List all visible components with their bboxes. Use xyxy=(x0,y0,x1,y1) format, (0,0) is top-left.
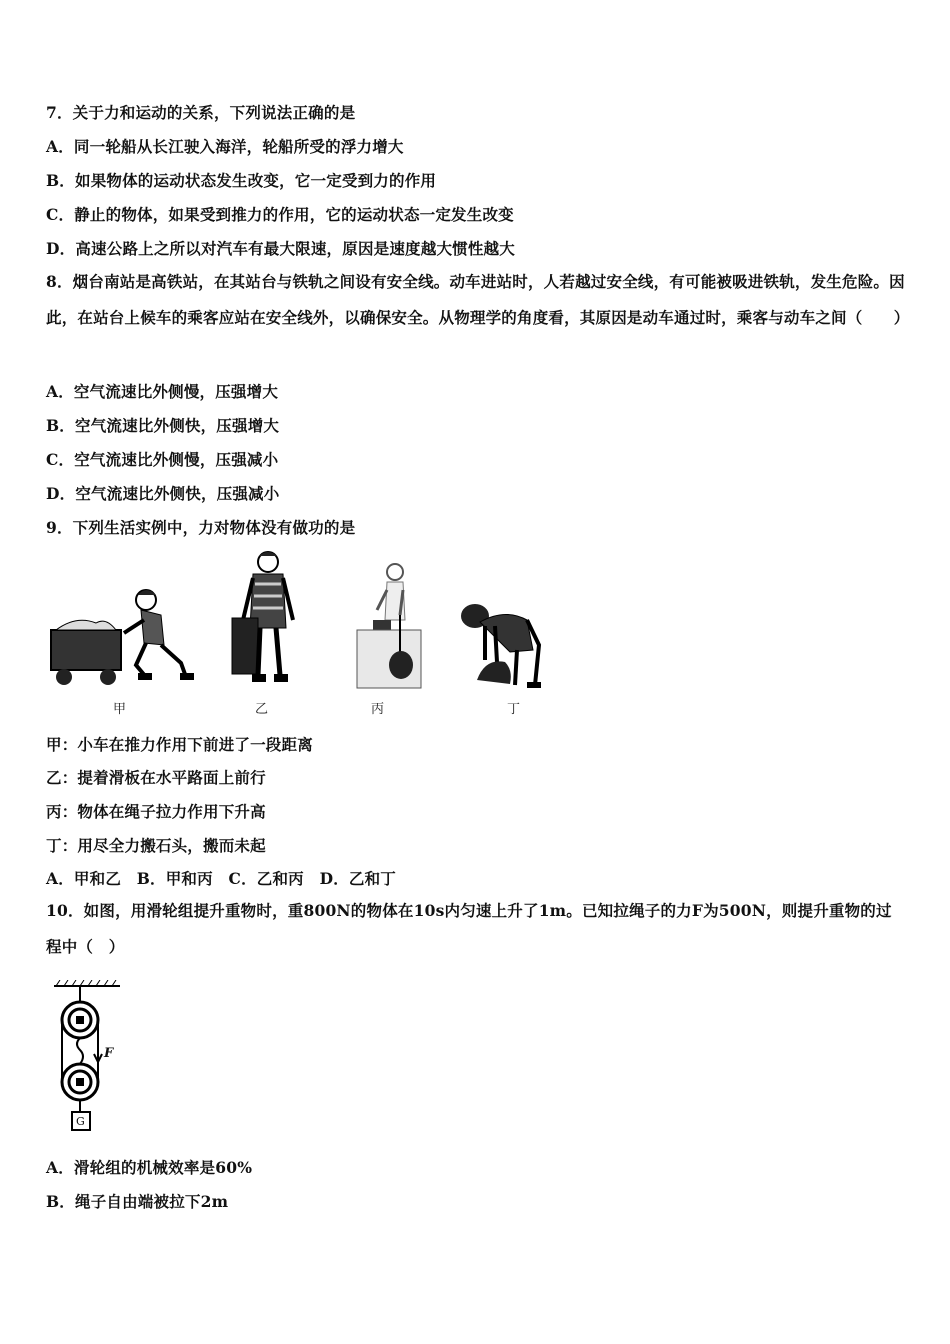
q7-option-a: A．同一轮船从长江驶入海洋，轮船所受的浮力增大 xyxy=(46,137,404,156)
weight-label: G xyxy=(76,1115,85,1128)
q8-option-b: B．空气流速比外侧快，压强增大 xyxy=(46,416,280,435)
figure-push-cart xyxy=(46,585,196,690)
q7-option-c: C．静止的物体，如果受到推力的作用，它的运动状态一定发生改变 xyxy=(46,205,514,224)
q9-item-jia: 甲：小车在推力作用下前进了一段距离 xyxy=(46,735,313,754)
caption-yi: 乙 xyxy=(255,702,269,717)
q8-option-a: A．空气流速比外侧慢，压强增大 xyxy=(46,382,279,401)
force-label: F xyxy=(104,1046,114,1061)
figure-lift-stone xyxy=(455,600,547,690)
q10-option-b: B．绳子自由端被拉下2m xyxy=(46,1192,229,1211)
pulley-diagram xyxy=(50,980,130,1135)
q9-item-bing: 丙：物体在绳子拉力作用下升高 xyxy=(46,802,266,821)
q9-item-yi: 乙：提着滑板在水平路面上前行 xyxy=(46,768,266,787)
q8-option-d: D．空气流速比外侧快，压强减小 xyxy=(46,484,280,503)
q7-option-d: D．高速公路上之所以对汽车有最大限速，原因是速度越大惯性越大 xyxy=(46,239,515,258)
q9-item-ding: 丁：用尽全力搬石头，搬而未起 xyxy=(46,836,266,855)
q9-stem: 9．下列生活实例中，力对物体没有做功的是 xyxy=(46,518,356,537)
figure-carry-board xyxy=(228,550,303,690)
figure-rope-lift xyxy=(355,560,425,690)
q9-options: A．甲和乙 B．甲和丙 C．乙和丙 D．乙和丁 xyxy=(46,869,397,888)
q10-stem: 10．如图，用滑轮组提升重物时，重800N的物体在10s内匀速上升了1m。已知拉绳子的力F为500N，则提升重物的过程中（ ） xyxy=(46,901,892,956)
q8-option-c: C．空气流速比外侧慢，压强减小 xyxy=(46,450,279,469)
q8-stem: 8．烟台南站是高铁站，在其站台与铁轨之间设有安全线。动车进站时，人若越过安全线，有可能被吸进铁轨，发生危险。因此，在站台上候车的乘客应站在安全线外，以确保安全。从物理学的角度看，其原因是动车通过时，乘客与动车之间（ ） xyxy=(46,272,910,327)
caption-ding: 丁 xyxy=(507,702,521,717)
caption-jia: 甲 xyxy=(113,702,127,717)
q7-option-b: B．如果物体的运动状态发生改变，它一定受到力的作用 xyxy=(46,171,437,190)
caption-bing: 丙 xyxy=(371,702,385,717)
q10-option-a: A．滑轮组的机械效率是60% xyxy=(46,1158,253,1177)
q7-stem: 7．关于力和运动的关系，下列说法正确的是 xyxy=(46,103,356,122)
